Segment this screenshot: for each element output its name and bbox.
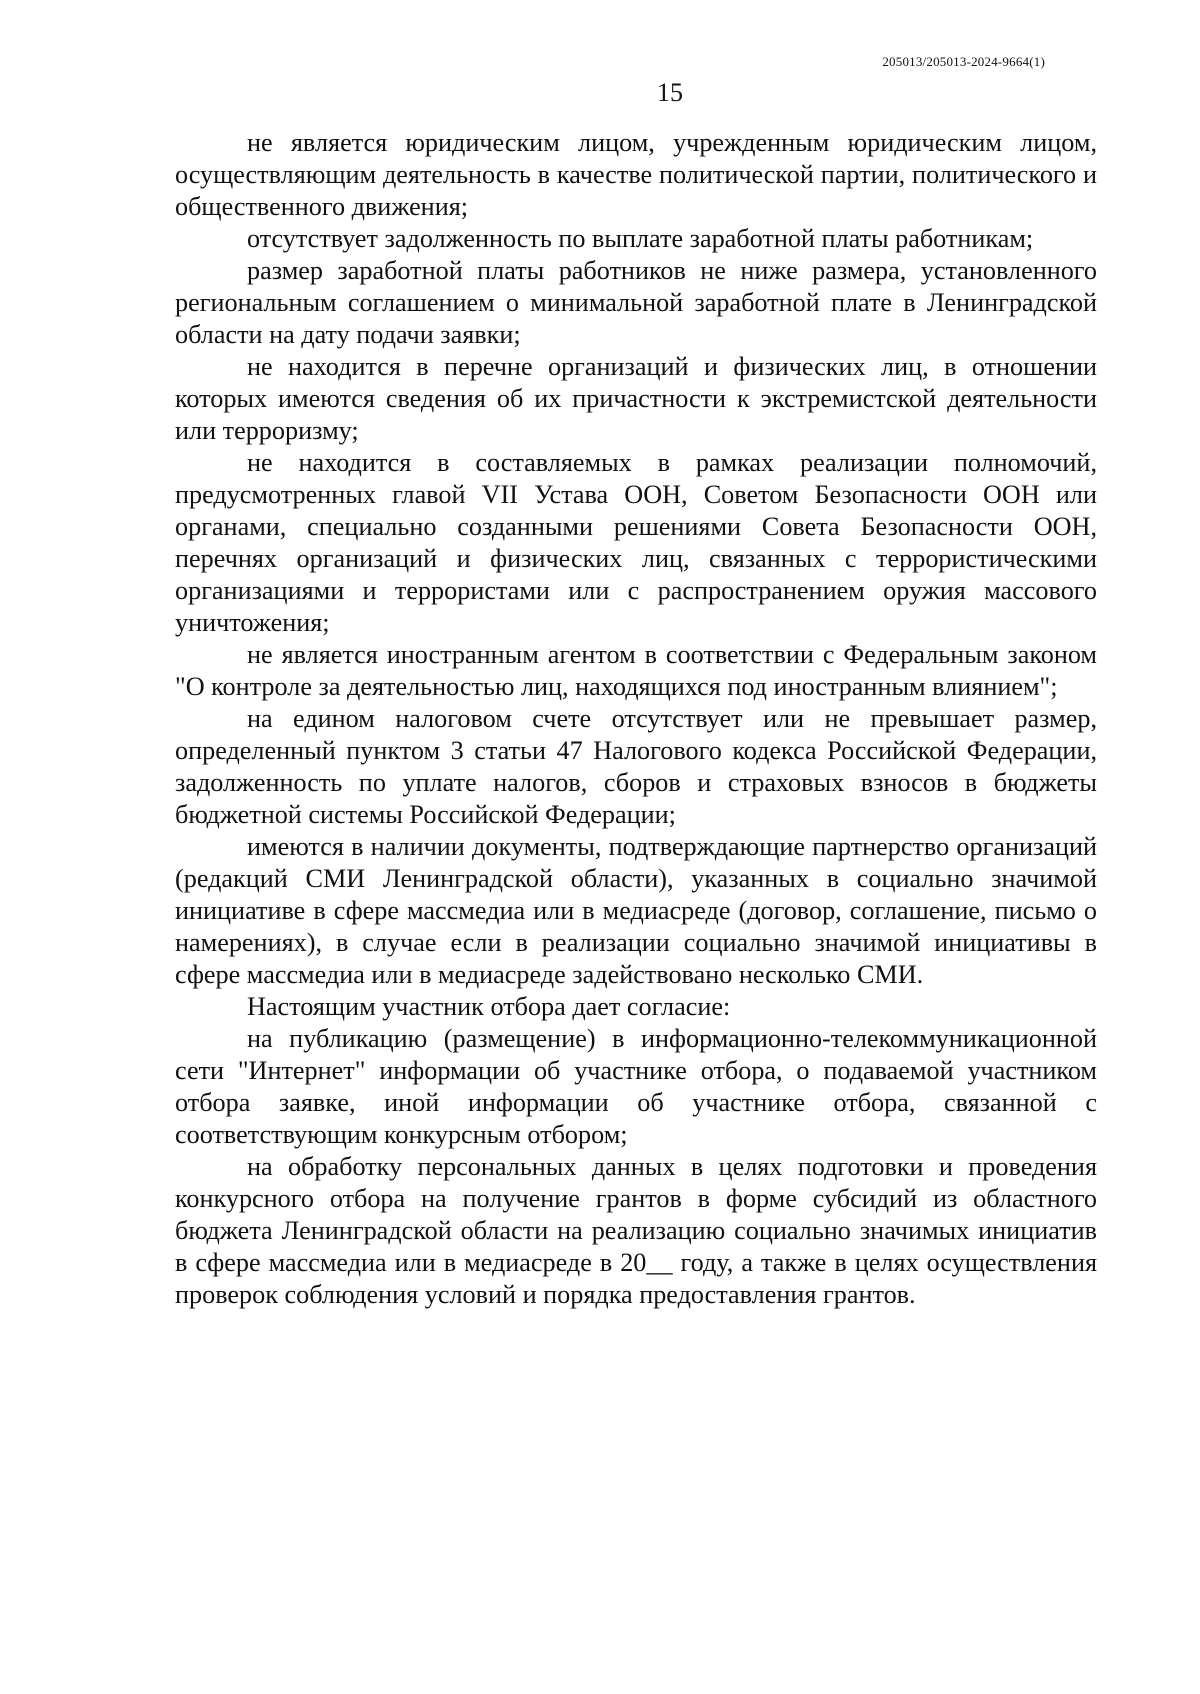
document-id: 205013/205013-2024-9664(1) <box>882 54 1045 69</box>
paragraph-no-wage-debt: отсутствует задолженность по выплате заработной платы работникам; <box>247 224 1034 253</box>
document-body <box>175 127 1097 1311</box>
paragraph-consent-personal-data: на обработку персональных данных в целях подготовки и проведения конкурсного отбора на получение грантов в форме субсидий из областного бюджета Ленинградской области на реализацию социально значимых инициатив в сфере массмедиа или в медиасреде в 20__ году, а также в целях осуществления проверок соблюдения условий и порядка предоставления грантов. <box>175 1152 1097 1309</box>
page-number: 15 <box>657 78 683 107</box>
paragraph-tax-account: на едином налоговом счете отсутствует или не превышает размер, определенный пунктом 3 статьи 47 Налогового кодекса Российской Федерации, задолженность по уплате налогов, сборов и страховых взносов в бюджеты бюджетной системы Российской Федерации; <box>175 704 1097 829</box>
paragraph-consent-publication: на публикацию (размещение) в информационно-телекоммуникационной сети "Интернет" информации об участнике отбора, о подаваемой участником отбора заявке, иной информации об участнике отбора, связанной с соответствующим конкурсным отбором; <box>175 1024 1097 1149</box>
paragraph-wage-level: размер заработной платы работников не ниже размера, установленного региональным соглашением о минимальной заработной плате в Ленинградской области на дату подачи заявки; <box>175 256 1097 349</box>
paragraph-partnership-documents: имеются в наличии документы, подтверждающие партнерство организаций (редакций СМИ Ленинградской области), указанных в социально значимой инициативе в сфере массмедиа или в медиасреде (договор, соглашение, письмо о намерениях), в случае если в реализации социально значимой инициативы в сфере массмедиа или в медиасреде задействовано несколько СМИ. <box>175 832 1097 989</box>
paragraph-consent-intro: Настоящим участник отбора дает согласие: <box>247 992 731 1021</box>
paragraph-not-in-un-lists: не находится в составляемых в рамках реализации полномочий, предусмотренных главой VII Устава ООН, Советом Безопасности ООН или органами, специально созданными решениями Совета Безопасности ООН, перечнях организаций и физических лиц, связанных с террористическими организациями и террористами или с распространением оружия массового уничтожения; <box>175 448 1097 637</box>
paragraph-not-foreign-agent: не является иностранным агентом в соответствии с Федеральным законом "О контроле за деятельностью лиц, находящихся под иностранным влиянием"; <box>175 640 1097 701</box>
paragraph-not-in-extremism-list: не находится в перечне организаций и физических лиц, в отношении которых имеются сведения об их причастности к экстремистской деятельности или терроризму; <box>175 352 1097 445</box>
paragraph-not-legal-entity-of-party: не является юридическим лицом, учрежденным юридическим лицом, осуществляющим деятельность в качестве политической партии, политического и общественного движения; <box>175 128 1097 221</box>
